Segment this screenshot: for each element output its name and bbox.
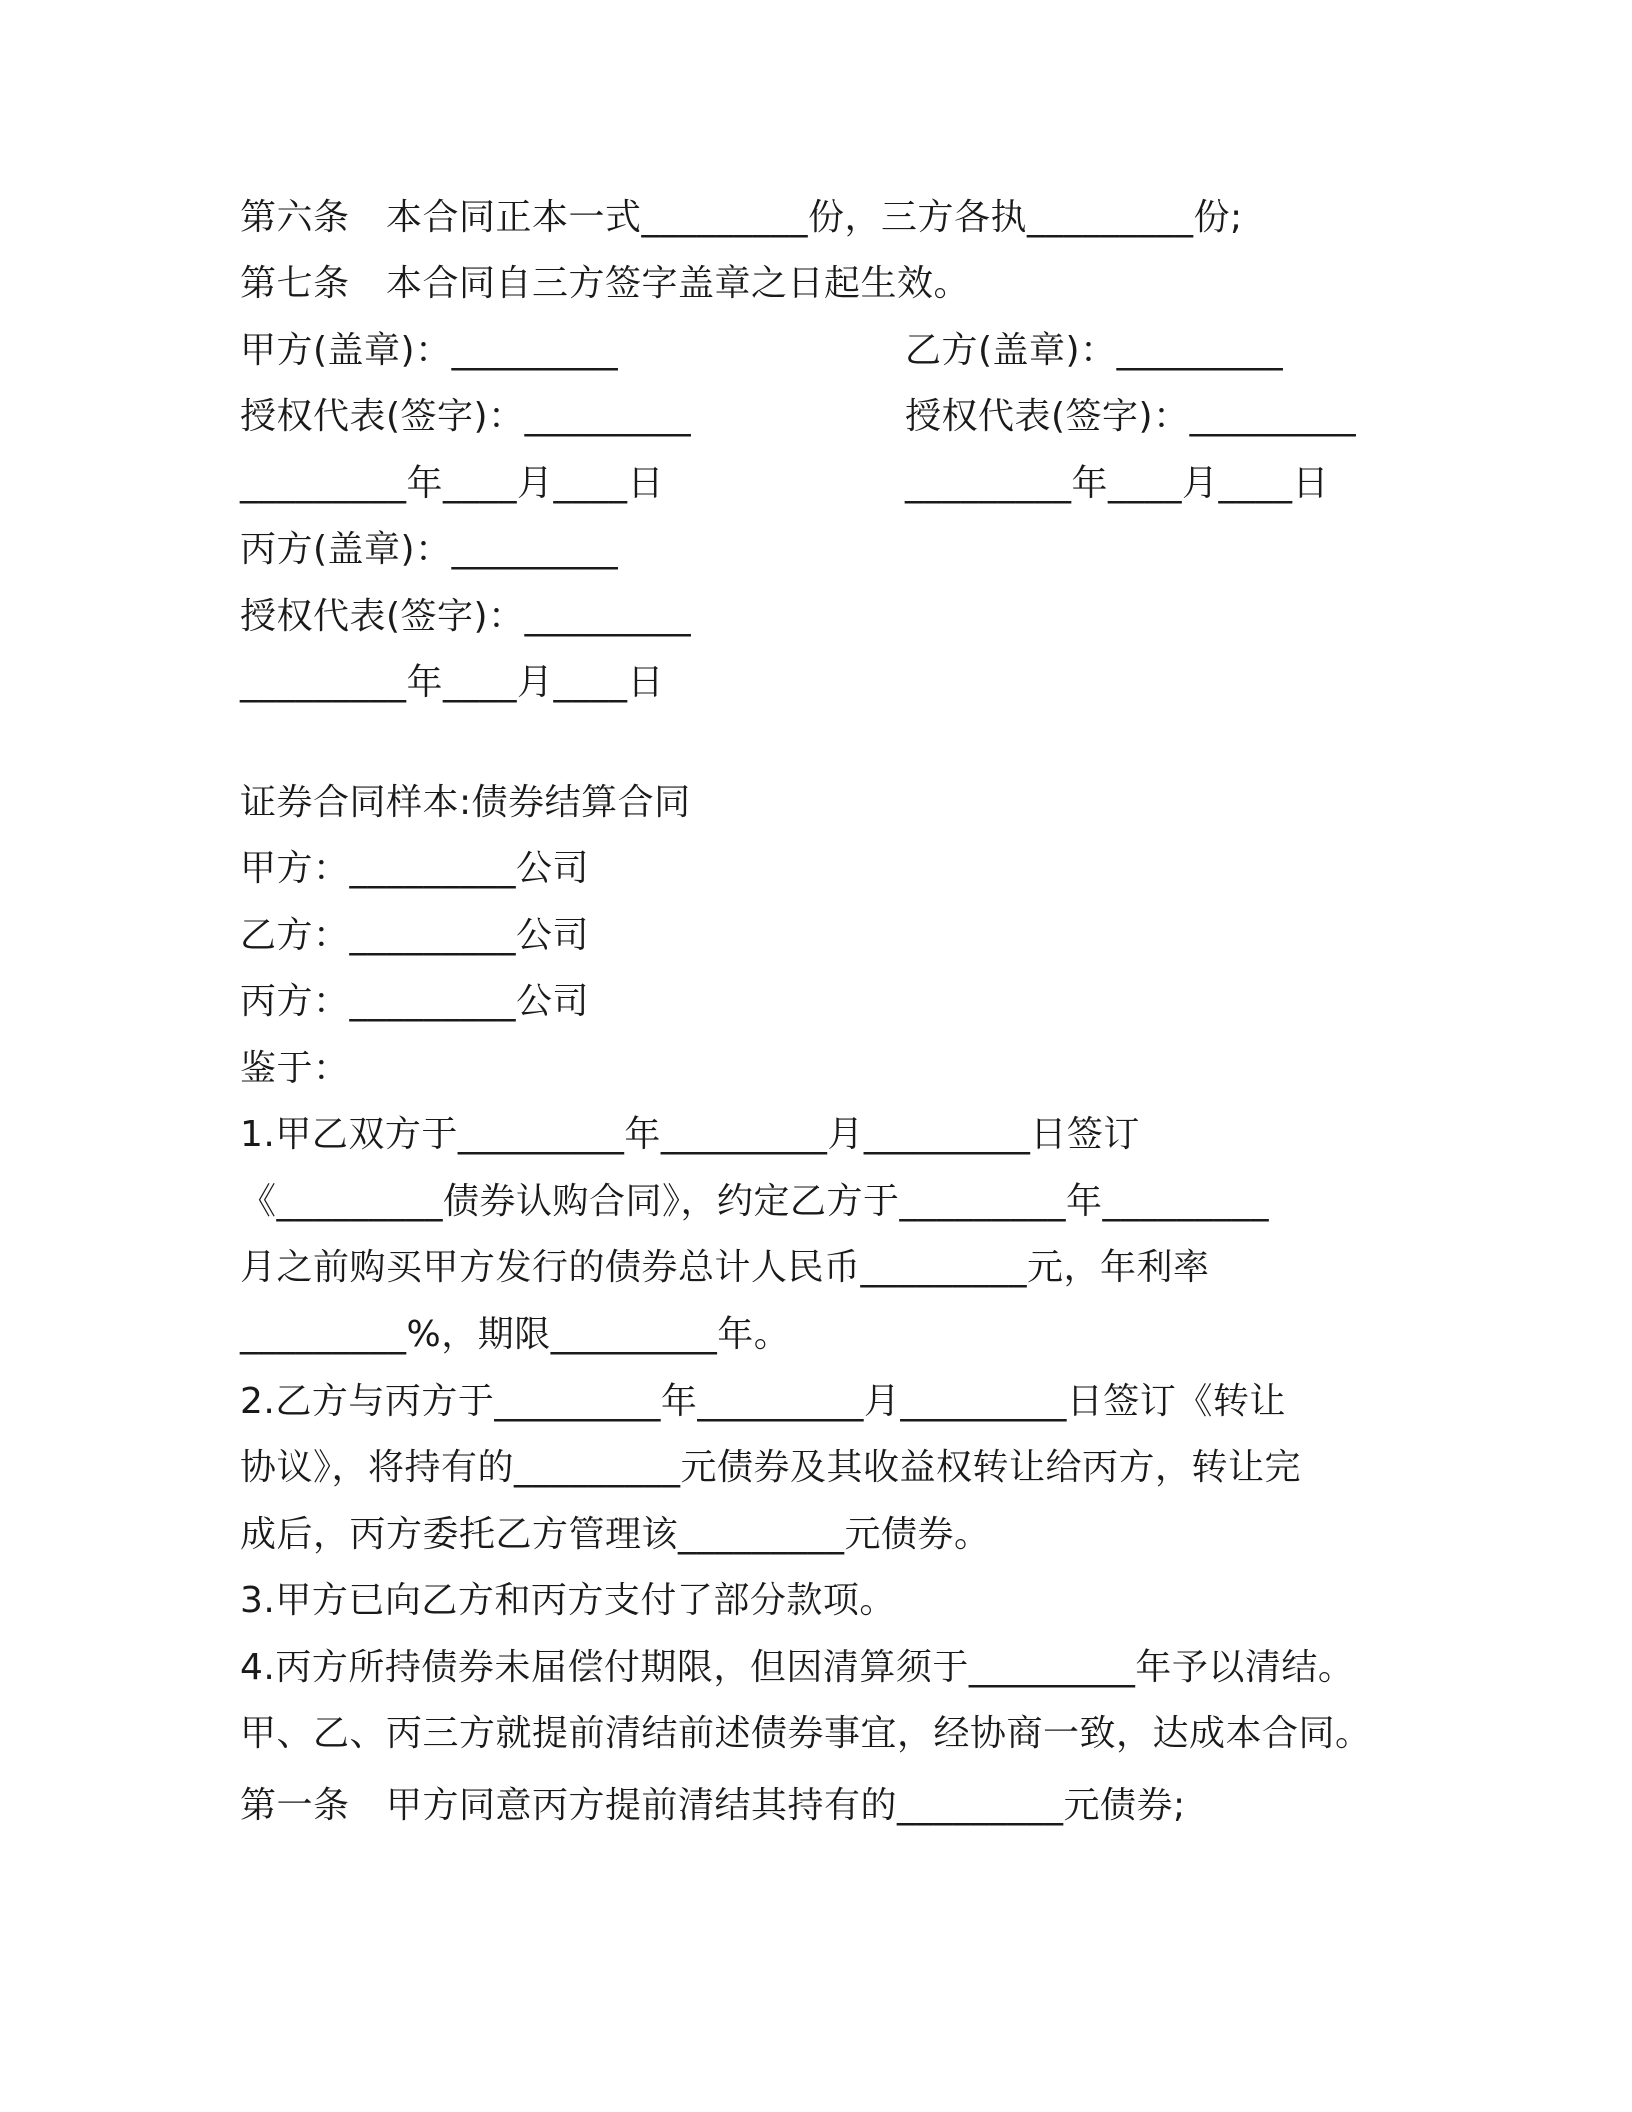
party-c-representative-line: 授权代表(签字)：_________ [240,596,692,637]
recital-1-line-3: 月之前购买甲方发行的债券总计人民币_________元，年利率 [240,1247,1210,1288]
party-b-date-line: _________年____月____日 [905,463,1329,504]
recital-2-line-2: 协议》，将持有的_________元债券及其收益权转让给丙方，转让完 [240,1447,1302,1488]
party-b-line: 乙方：_________公司 [240,915,590,956]
recital-2-line-1: 2.乙方与丙方于_________年_________月_________日签订《转让 [240,1381,1286,1422]
party-c-seal-line: 丙方(盖章)：_________ [240,529,619,570]
article-6-text: 第六条 本合同正本一式_________份，三方各执_________份; [240,197,1243,238]
party-a-representative-line: 授权代表(签字)：_________ [240,396,692,437]
recital-3-line: 3.甲方已向乙方和丙方支付了部分款项。 [240,1580,896,1621]
recital-4-line: 4.丙方所持债券未届偿付期限，但因清算须于_________年予以清结。 [240,1647,1355,1688]
whereas-heading: 鉴于： [240,1048,350,1089]
article-1-text: 第一条 甲方同意丙方提前清结其持有的_________元债券; [240,1785,1186,1826]
recital-1-line-2: 《_________债券认购合同》，约定乙方于_________年_________ [240,1181,1270,1222]
article-7-text: 第七条 本合同自三方签字盖章之日起生效。 [240,263,971,304]
recital-1-line-1: 1.甲乙双方于_________年_________月_________日签订 [240,1114,1140,1155]
recital-1-line-4: _________%，期限_________年。 [240,1314,791,1355]
agreement-statement: 甲、乙、丙三方就提前清结前述债券事宜，经协商一致，达成本合同。 [240,1713,1372,1754]
party-b-seal-line: 乙方(盖章)：_________ [905,330,1284,371]
party-a-seal-line: 甲方(盖章)：_________ [240,330,619,371]
party-c-date-line: _________年____月____日 [240,662,664,703]
party-b-representative-line: 授权代表(签字)：_________ [905,396,1357,437]
recital-2-line-3: 成后，丙方委托乙方管理该_________元债券。 [240,1514,991,1555]
party-a-date-line: _________年____月____日 [240,463,664,504]
party-c-line: 丙方：_________公司 [240,981,590,1022]
sample-contract-title: 证券合同样本:债券结算合同 [240,782,691,823]
party-a-line: 甲方：_________公司 [240,848,590,889]
